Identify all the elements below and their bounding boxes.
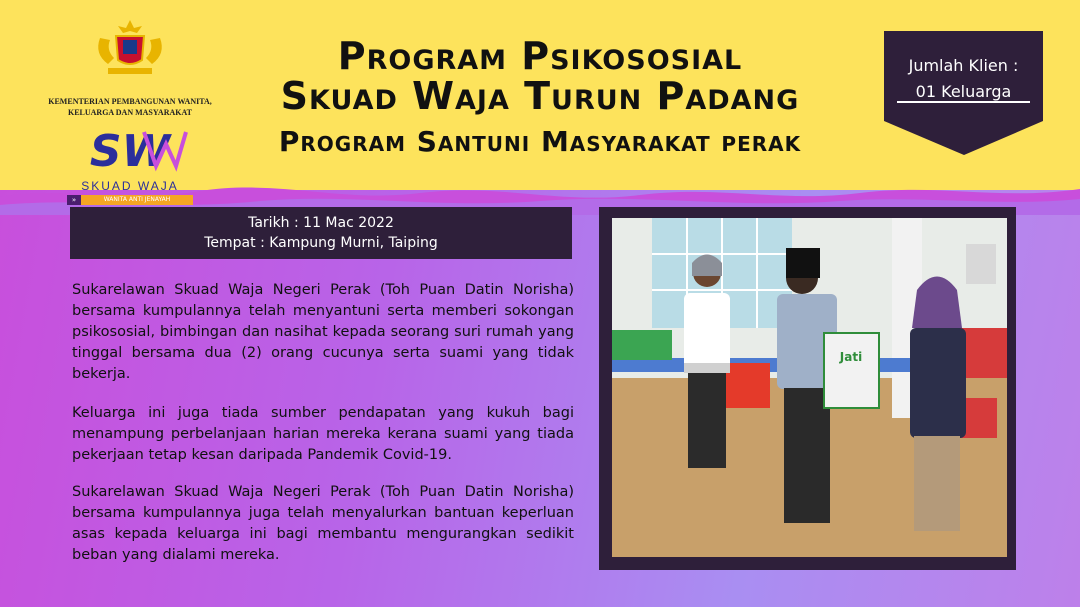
chevron-right-icon: » — [67, 195, 81, 205]
coat-of-arms-icon — [90, 18, 170, 78]
ministry-name — [30, 96, 230, 118]
client-label: Jumlah Klien : — [908, 56, 1019, 75]
ministry-line-2: KELUARGA DAN MASYARAKAT — [67, 108, 192, 117]
brand-name: SKUAD WAJA — [81, 179, 179, 193]
skuad-waja-logo-icon — [70, 124, 190, 174]
client-divider — [897, 101, 1030, 103]
title-line-1: Program Psikososial — [337, 34, 743, 78]
event-photo — [612, 218, 1007, 557]
event-place: Tempat : Kampung Murni, Taiping — [204, 235, 438, 251]
ministry-line-1: KEMENTERIAN PEMBANGUNAN WANITA, — [48, 97, 212, 106]
paragraph-2: Keluarga ini juga tiada sumber pendapatan yang kukuh bagi menampung perbelanjaan harian mereka kerana suami yang tiada pekerjaan tetap kesan daripada Pandemik Covid-19. — [72, 405, 574, 463]
tagline-strip — [67, 195, 193, 205]
rice-bag-label: Jati — [839, 350, 863, 364]
title-line-3: Program Santuni Masyarakat perak — [278, 125, 802, 158]
client-count-text — [884, 55, 1043, 103]
client-value: 01 Keluarga — [915, 82, 1012, 101]
event-info-box — [70, 207, 572, 259]
paragraph-3: Sukarelawan Skuad Waja Negeri Perak (Toh Puan Datin Norisha) bersama kumpulannya juga telah menyalurkan bantuan keperluan asas kepada keluarga ini bagi membantu mengurangkan sedikit beban yang dialami mereka. — [72, 484, 574, 563]
brand-tagline: WANITA ANTI JENAYAH — [81, 195, 193, 205]
event-date: Tarikh : 11 Mac 2022 — [248, 215, 394, 231]
title-line-2: Skuad Waja Turun Padang — [280, 74, 800, 118]
paragraph-1: Sukarelawan Skuad Waja Negeri Perak (Toh Puan Datin Norisha) bersama kumpulannya telah menyantuni serta memberi sokongan psikososial, bimbingan dan nasihat kepada seorang suri rumah yang tinggal bersama dua (2) orang cucunya serta suami yang tidak bekerja. — [72, 282, 574, 382]
logo-block — [30, 18, 230, 205]
logo-text: SW — [89, 126, 171, 174]
